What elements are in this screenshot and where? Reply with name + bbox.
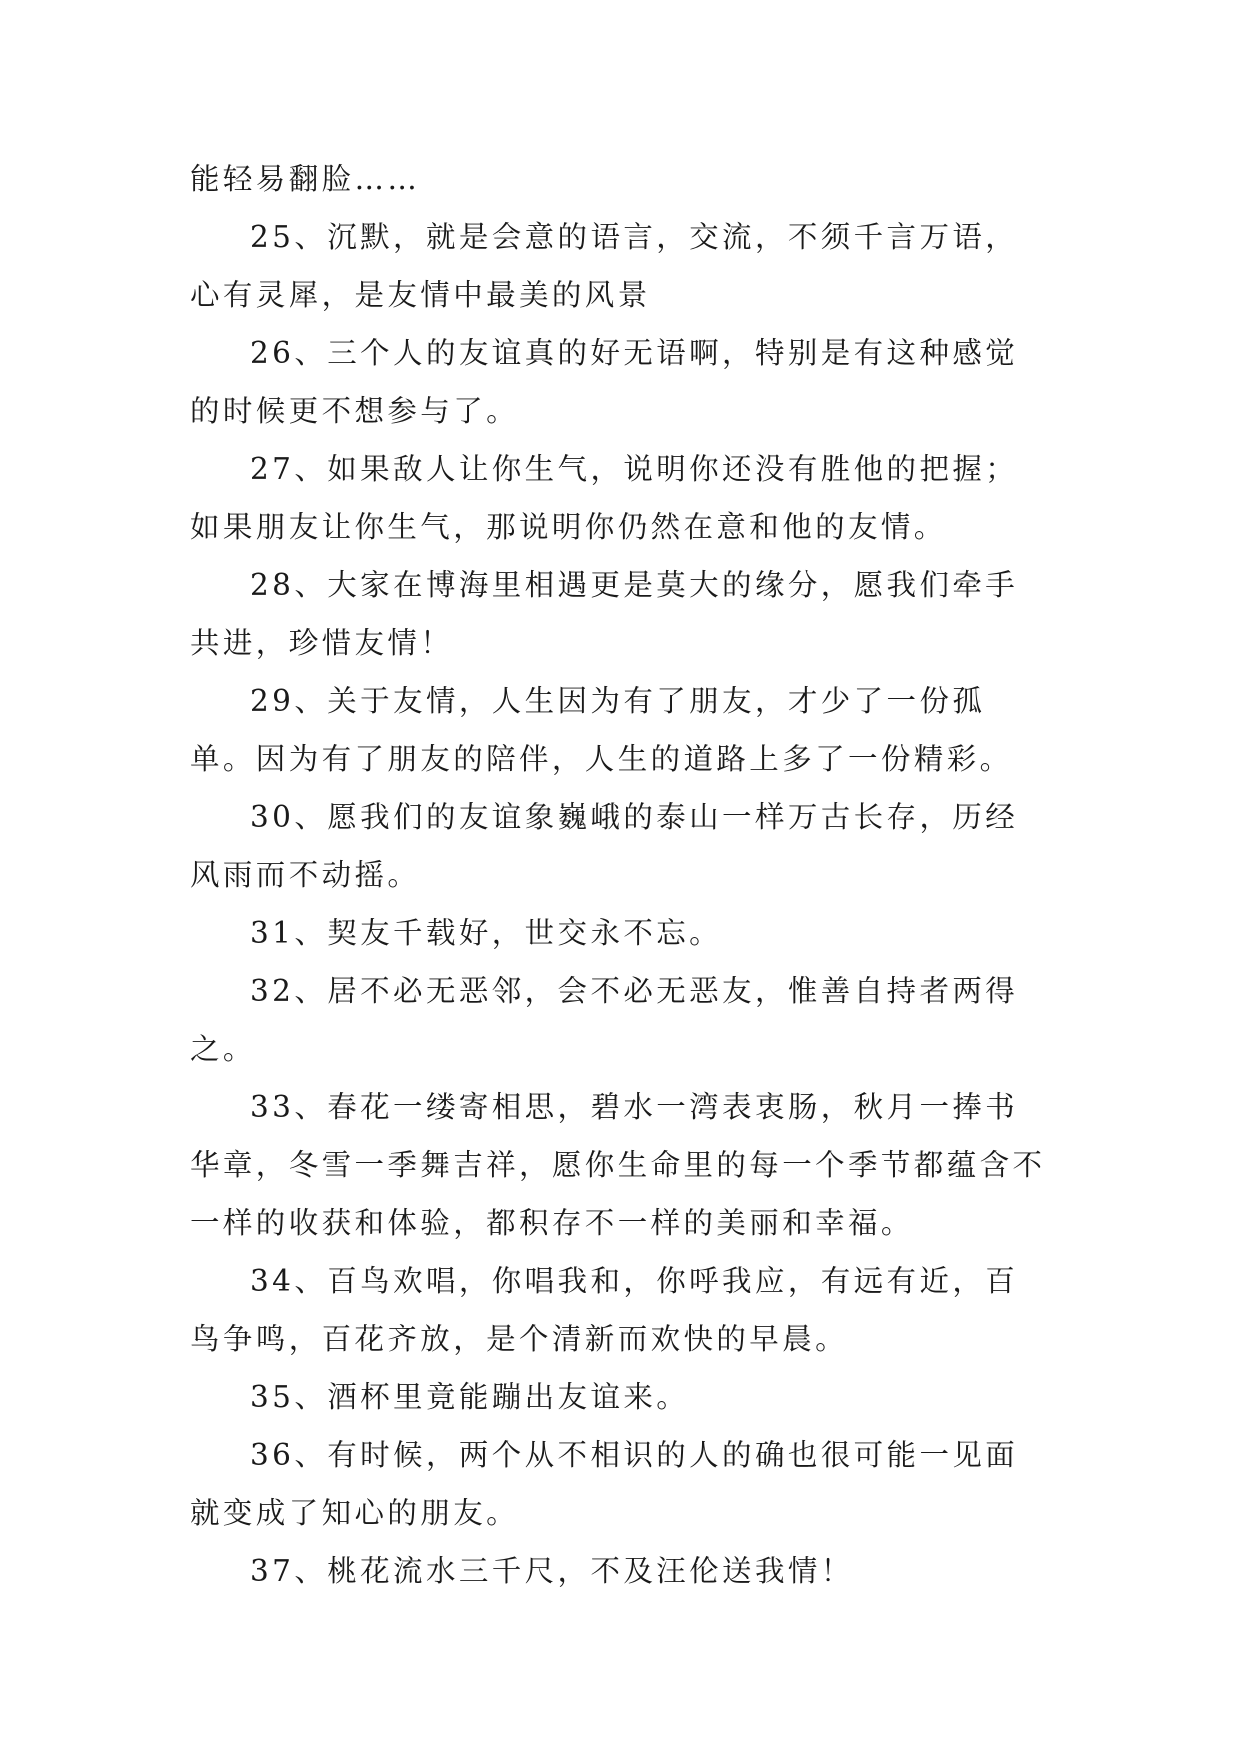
- paragraph-34: 34、百鸟欢唱，你唱我和，你呼我应，有远有近，百鸟争鸣，百花齐放，是个清新而欢快的早晨。: [190, 1264, 1019, 1356]
- paragraph-continuation: 能轻易翻脸……: [190, 162, 421, 196]
- document-body: [190, 150, 1046, 1600]
- paragraph-30: 30、愿我们的友谊象巍峨的泰山一样万古长存，历经风雨而不动摇。: [190, 800, 1019, 892]
- paragraph-36: 36、有时候，两个从不相识的人的确也很可能一见面就变成了知心的朋友。: [190, 1438, 1019, 1530]
- paragraph-35: 35、酒杯里竟能蹦出友谊来。: [250, 1380, 690, 1414]
- paragraph-27: 27、如果敌人让你生气，说明你还没有胜他的把握；如果朋友让你生气，那说明你仍然在意和他的友情。: [190, 452, 1019, 544]
- paragraph-32: 32、居不必无恶邻，会不必无恶友，惟善自持者两得之。: [190, 974, 1019, 1066]
- paragraph-33: 33、春花一缕寄相思，碧水一湾表衷肠，秋月一捧书华章，冬雪一季舞吉祥，愿你生命里的每一个季节都蕴含不一样的收获和体验，都积存不一样的美丽和幸福。: [190, 1090, 1046, 1240]
- paragraph-29: 29、关于友情，人生因为有了朋友，才少了一份孤单。因为有了朋友的陪伴，人生的道路上多了一份精彩。: [190, 684, 1013, 776]
- paragraph-37: 37、桃花流水三千尺，不及汪伦送我情！: [250, 1554, 854, 1588]
- paragraph-28: 28、大家在博海里相遇更是莫大的缘分，愿我们牵手共进，珍惜友情！: [190, 568, 1019, 660]
- paragraph-26: 26、三个人的友谊真的好无语啊，特别是有这种感觉的时候更不想参与了。: [190, 336, 1019, 428]
- paragraph-25: 25、沉默，就是会意的语言，交流，不须千言万语，心有灵犀，是友情中最美的风景: [190, 220, 1019, 312]
- paragraph-31: 31、契友千载好，世交永不忘。: [250, 916, 723, 950]
